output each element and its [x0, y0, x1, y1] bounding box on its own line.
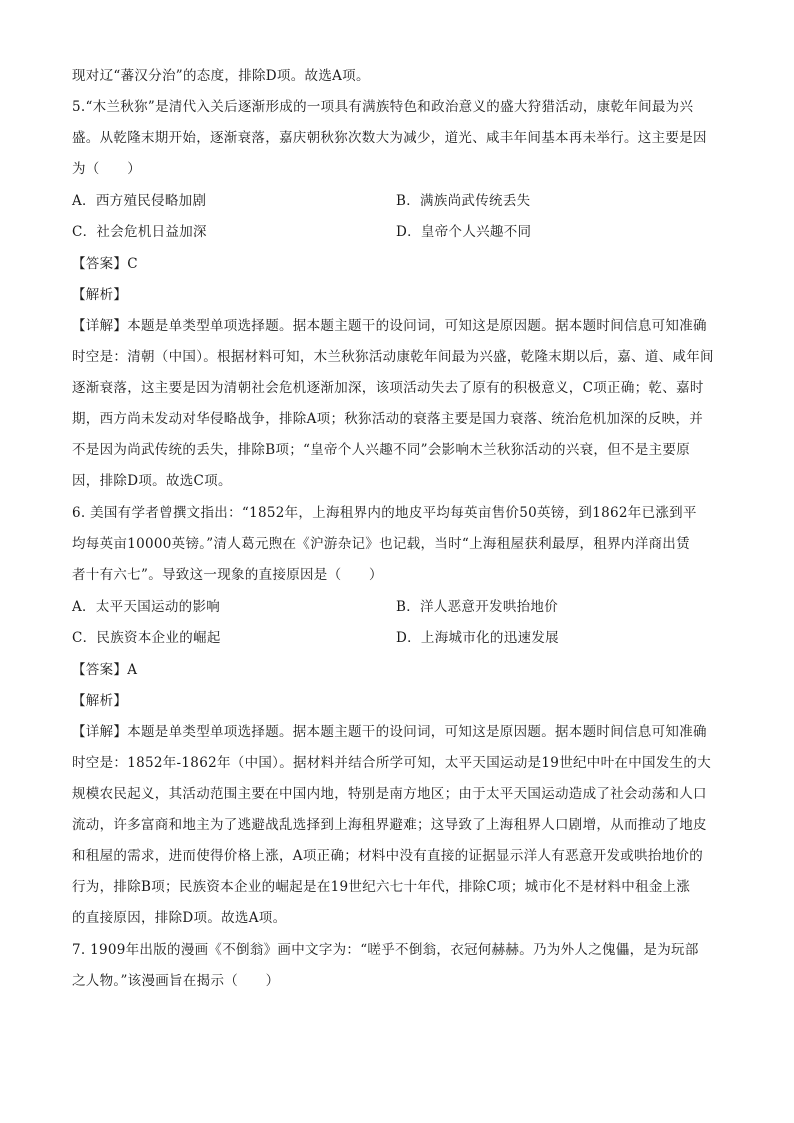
question-5-stem-line: 为（ ） [72, 161, 141, 177]
q6-detail-line: 和租屋的需求，进而使得价格上涨，A项正确；材料中没有直接的证据显示洋人有恶意开发或哄抬地价的 [72, 848, 704, 864]
q6-detail-line: 的直接原因，排除D项。故选A项。 [72, 910, 287, 926]
q5-detail-line: 期，西方尚未发动对华侵略战争，排除A项；秋狝活动的衰落主要是国力衰落、统治危机加深的反映，并 [72, 411, 704, 427]
q6-detail-line: 【详解】本题是单类型单项选择题。据本题主题干的设问词，可知这是原因题。据本题时间信息可知准确 [72, 724, 707, 740]
question-7-stem-line: 之人物。”该漫画旨在揭示（ ） [72, 973, 280, 989]
q6-option-d: D．上海城市化的迅速发展 [396, 630, 559, 646]
question-6-stem-line: 均每英亩10000英镑。”清人葛元煦在《沪游杂记》也记载，当时“上海租屋获利最厚，租界内洋商出赁 [72, 536, 690, 552]
question-6-stem-line: 6. 美国有学者曾撰文指出：“1852年，上海租界内的地皮平均每英亩售价50英镑，到1862年已涨到平 [72, 505, 697, 521]
q5-answer: 【答案】C [72, 256, 138, 272]
question-7-stem-line: 7. 1909年出版的漫画《不倒翁》画中文字为：“嗟乎不倒翁，衣冠何赫赫。乃为外人之傀儡，是为玩部 [72, 942, 699, 958]
q6-detail-line: 行为，排除B项；民族资本企业的崛起是在19世纪六七十年代，排除C项；城市化不是材料中租金上涨 [72, 879, 691, 895]
q5-detail-line: 不是因为尚武传统的丢失，排除B项；“皇帝个人兴趣不同”会影响木兰秋狝活动的兴衰，但不是主要原 [72, 442, 691, 458]
question-5-stem-line: 5.“木兰秋狝”是清代入关后逐渐形成的一项具有满族特色和政治意义的盛大狩猎活动，康乾年间最为兴 [72, 99, 694, 115]
q6-option-b: B．洋人恶意开发哄抬地价 [396, 599, 559, 615]
q5-option-b: B．满族尚武传统丢失 [396, 193, 531, 209]
q5-analysis-label: 【解析】 [72, 287, 128, 303]
question-6-stem-line: 者十有六七”。导致这一现象的直接原因是（ ） [72, 567, 383, 583]
text-line: 现对辽“蕃汉分治”的态度，排除D项。故选A项。 [72, 68, 370, 84]
q5-detail-line: 【详解】本题是单类型单项选择题。据本题主题干的设问词，可知这是原因题。据本题时间信息可知准确 [72, 318, 707, 334]
q6-answer: 【答案】A [72, 662, 138, 678]
q5-option-d: D．皇帝个人兴趣不同 [396, 224, 532, 240]
q6-detail-line: 流动，许多富商和地主为了逃避战乱选择到上海租界避难；这导致了上海租界人口剧增，从而推动了地皮 [72, 817, 707, 833]
q6-detail-line: 规模农民起义，其活动范围主要在中国内地，特别是南方地区；由于太平天国运动造成了社会动荡和人口 [72, 786, 707, 802]
q6-detail-line: 时空是：1852年-1862年（中国）。据材料并结合所学可知，太平天国运动是19世纪中叶在中国发生的大 [72, 755, 712, 771]
q6-analysis-label: 【解析】 [72, 693, 128, 709]
q6-option-a: A．太平天国运动的影响 [72, 599, 221, 615]
question-5-stem-line: 盛。从乾隆末期开始，逐渐衰落，嘉庆朝秋狝次数大为减少，道光、咸丰年间基本再未举行。这主要是因 [72, 130, 707, 146]
q5-option-c: C．社会危机日益加深 [72, 224, 207, 240]
q6-option-c: C．民族资本企业的崛起 [72, 630, 221, 646]
q5-detail-line: 时空是：清朝（中国）。根据材料可知，木兰秋狝活动康乾年间最为兴盛，乾隆末期以后，嘉、道、咸年间 [72, 349, 714, 365]
q5-detail-line: 逐渐衰落，这主要是因为清朝社会危机逐渐加深，该项活动失去了原有的积极意义，C项正确；乾、嘉时 [72, 380, 704, 396]
q5-detail-line: 因，排除D项。故选C项。 [72, 473, 232, 489]
q5-option-a: A．西方殖民侵略加剧 [72, 193, 207, 209]
